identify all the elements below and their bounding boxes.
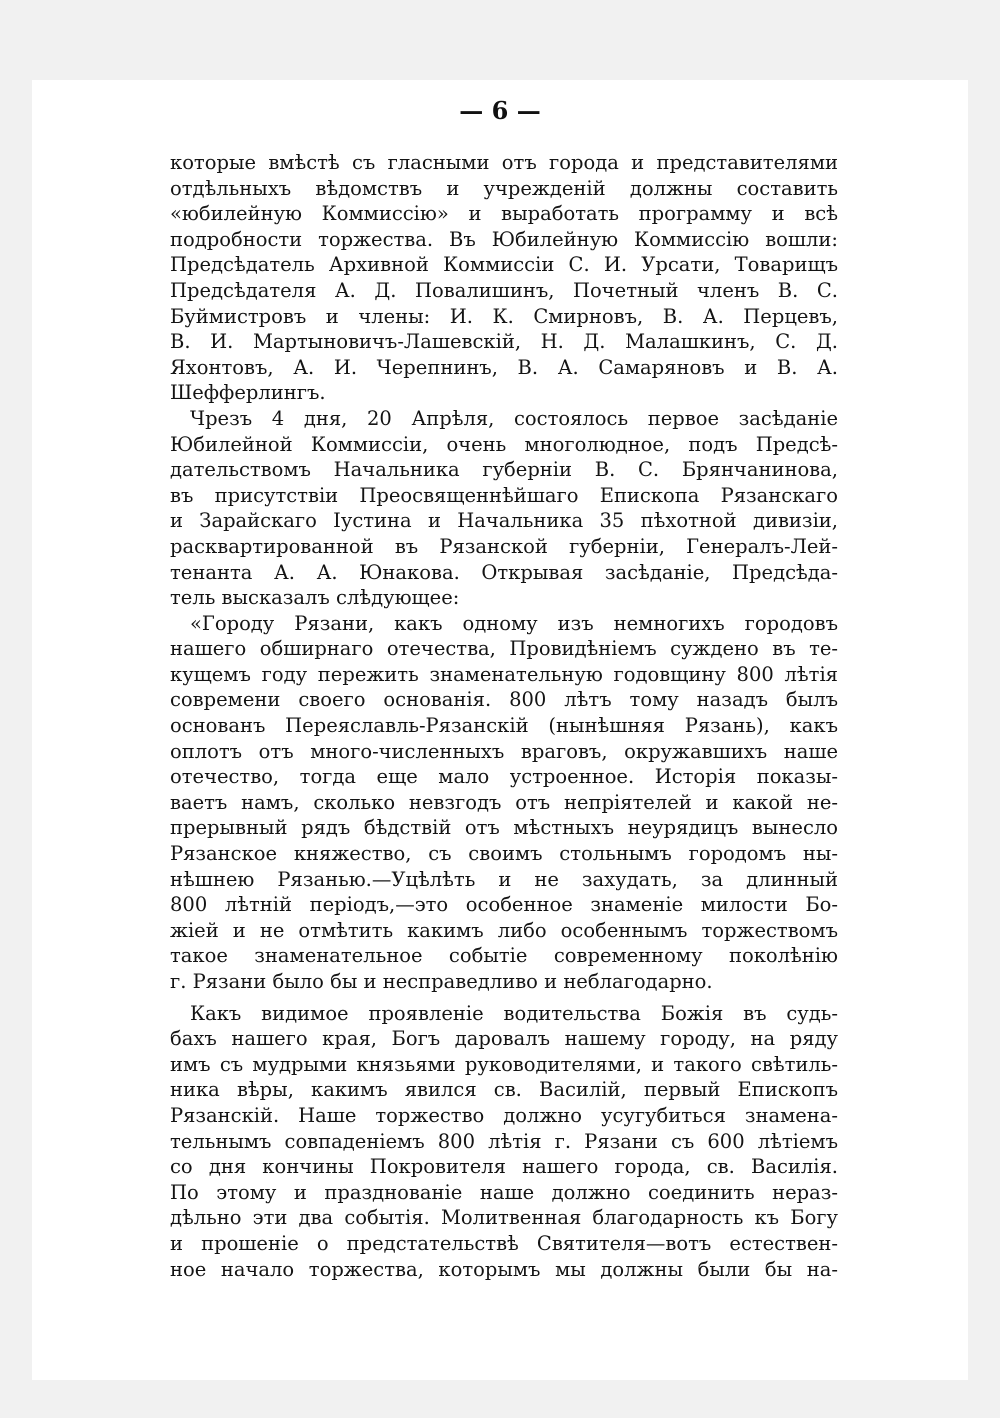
text-line: «Городу Рязани, какъ одному изъ немногихъ городовъ (190, 611, 838, 635)
text-line: Предсѣдатель Архивной Коммиссіи С. И. Урсати, Товарищъ (170, 253, 838, 277)
text-line: расквартированной въ Рязанской губерніи, Генералъ-Лей- (170, 534, 838, 558)
text-line: въ присутствіи Преосвященнѣйшаго Епископа Рязанскаго (170, 483, 838, 507)
text-line: Чрезъ 4 дня, 20 Апрѣля, состоялось первое засѣданіе (190, 406, 838, 430)
text-line: дѣльно эти два событія. Молитвенная благодарность къ Богу (170, 1206, 838, 1230)
text-line: «юбилейную Коммиссію» и выработать программу и всѣ (170, 202, 838, 226)
text-line: тель высказалъ слѣдующее: (170, 586, 460, 610)
text-line: нашего обширнаго отечества, Провидѣніемъ суждено въ те- (170, 637, 838, 661)
text-line: тельнымъ совпаденіемъ 800 лѣтія г. Рязани съ 600 лѣтіемъ (170, 1129, 838, 1153)
paragraph (170, 150, 838, 406)
text-line: нѣшнею Рязанью.—Уцѣлѣть и не захудать, за длинный (170, 867, 838, 891)
body-text (170, 150, 838, 1282)
paragraph (170, 611, 838, 995)
text-line: подробности торжества. Въ Юбилейную Коммиссію вошли: (170, 227, 838, 251)
text-line: Рязанское княжество, съ своимъ стольнымъ городомъ ны- (170, 842, 838, 866)
text-line: отечество, тогда еще мало устроенное. Исторія показы- (170, 765, 838, 789)
text-line: жіей и не отмѣтить какимъ либо особеннымъ торжествомъ (170, 918, 838, 942)
text-line: Юбилейной Коммиссіи, очень многолюдное, подъ Предсѣ- (170, 432, 838, 456)
text-line: имъ съ мудрыми князьями руководителями, и такого свѣтиль- (170, 1052, 838, 1076)
text-line: Рязанскій. Наше торжество должно усугубиться знамена- (170, 1103, 838, 1127)
text-line: Буймистровъ и члены: И. К. Смирновъ, В. А. Перцевъ, (170, 304, 838, 328)
text-line: и прошеніе о предстательствѣ Святителя—вотъ естествен- (170, 1231, 838, 1255)
text-line: прерывный рядъ бѣдствій отъ мѣстныхъ неурядицъ вынесло (170, 816, 838, 840)
text-line: основанъ Переяславль-Рязанскій (нынѣшняя Рязань), какъ (170, 714, 838, 738)
text-line: со дня кончины Покровителя нашего города, св. Василія. (170, 1155, 838, 1179)
text-line: ника вѣры, какимъ явился св. Василій, первый Епископъ (170, 1078, 838, 1102)
text-line: ваетъ намъ, сколько невзгодъ отъ непріятелей и какой не- (170, 790, 838, 814)
text-line: современи своего основанія. 800 лѣтъ тому назадъ былъ (170, 688, 838, 712)
text-line: кущемъ году пережить знаменательную годовщину 800 лѣтія (170, 662, 838, 686)
text-line: 800 лѣтній періодъ,—это особенное знаменіе милости Бо- (170, 893, 838, 917)
text-line: Предсѣдателя А. Д. Повалишинъ, Почетный членъ В. С. (170, 278, 838, 302)
text-line: и Зарайскаго Іустина и Начальника 35 пѣхотной дивизіи, (170, 509, 838, 533)
text-line: По этому и празднованіе наше должно соединить нераз- (170, 1180, 838, 1204)
text-line: отдѣльныхъ вѣдомствъ и учрежденій должны составить (170, 176, 838, 200)
text-line: г. Рязани было бы и несправедливо и неблагодарно. (170, 970, 713, 993)
page-number: — 6 — (459, 96, 541, 125)
text-line: ное начало торжества, которымъ мы должны были бы на- (170, 1257, 838, 1281)
text-line: бахъ нашего края, Богъ даровалъ нашему городу, на ряду (170, 1027, 838, 1051)
text-line: В. И. Мартыновичъ-Лашевскій, Н. Д. Малашкинъ, С. Д. (170, 330, 838, 354)
text-line: Шефферлингъ. (170, 381, 326, 405)
text-line: такое знаменательное событіе современному поколѣнію (170, 944, 838, 968)
text-line: Какъ видимое проявленіе водительства Божія въ судь- (190, 1001, 838, 1025)
paragraph (170, 406, 838, 611)
text-line: оплотъ отъ много-численныхъ враговъ, окружавшихъ наше (170, 739, 838, 763)
text-line: Яхонтовъ, А. И. Черепнинъ, В. А. Самаряновъ и В. А. (170, 355, 838, 379)
text-line: которые вмѣстѣ съ гласными отъ города и представителями (170, 151, 838, 174)
paragraph (170, 1001, 838, 1283)
text-line: дательствомъ Начальника губерніи В. С. Брянчанинова, (170, 458, 838, 482)
text-line: тенанта А. А. Юнакова. Открывая засѣданіе, Предсѣда- (170, 560, 838, 584)
